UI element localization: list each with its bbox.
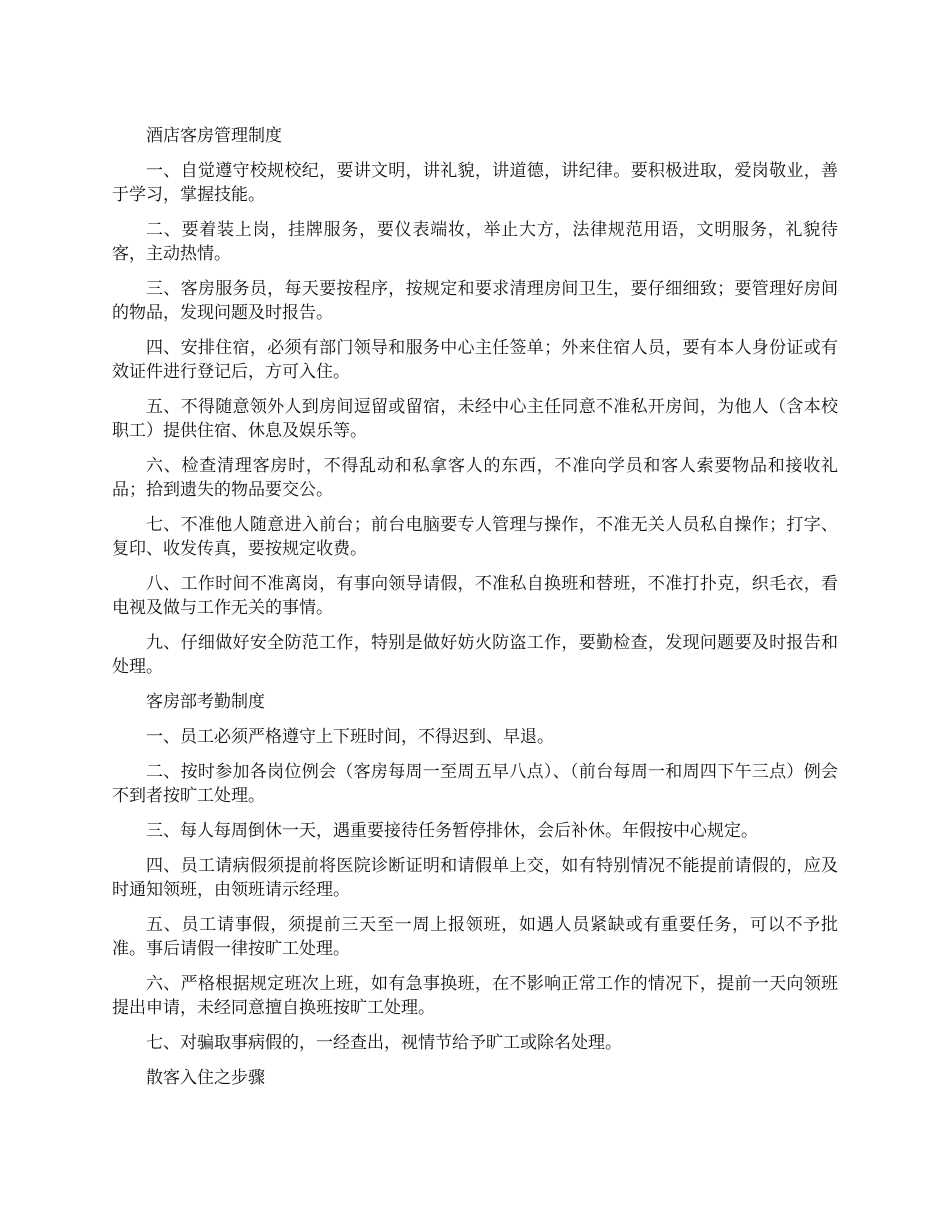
paragraph: 七、对骗取事病假的，一经查出，视情节给予旷工或除名处理。 bbox=[146, 1033, 622, 1053]
paragraph: 六、严格根据规定班次上班，如有急事换班，在不影响正常工作的情况下，提前一天向领班提出申请，未经同意擅自换班按旷工处理。 bbox=[112, 974, 838, 1018]
paragraph: 四、员工请病假须提前将医院诊断证明和请假单上交，如有特别情况不能提前请假的，应及时通知领班，由领班请示经理。 bbox=[112, 856, 838, 900]
paragraph: 一、员工必须严格遵守上下班时间，不得迟到、早退。 bbox=[146, 727, 554, 747]
paragraph: 八、工作时间不准离岗，有事向领导请假，不准私自换班和替班，不准打扑克，织毛衣，看电视及做与工作无关的事情。 bbox=[112, 574, 838, 618]
paragraph: 五、不得随意领外人到房间逗留或留宿，未经中心主任同意不准私开房间，为他人（含本校职工）提供住宿、休息及娱乐等。 bbox=[112, 397, 838, 441]
paragraph: 一、自觉遵守校规校纪，要讲文明，讲礼貌，讲道德，讲纪律。要积极进取，爱岗敬业，善于学习，掌握技能。 bbox=[112, 161, 838, 205]
paragraph: 二、要着装上岗，挂牌服务，要仪表端妆，举止大方，法律规范用语，文明服务，礼貌待客，主动热情。 bbox=[112, 220, 838, 264]
paragraph: 三、客房服务员，每天要按程序，按规定和要求清理房间卫生，要仔细细致；要管理好房间的物品，发现问题及时报告。 bbox=[112, 279, 838, 323]
paragraph: 五、员工请事假，须提前三天至一周上报领班，如遇人员紧缺或有重要任务，可以不予批准。事后请假一律按旷工处理。 bbox=[112, 915, 838, 959]
paragraph: 三、每人每周倒休一天，遇重要接待任务暂停排休，会后补休。年假按中心规定。 bbox=[146, 821, 758, 841]
section-title: 散客入住之步骤 bbox=[146, 1068, 265, 1088]
section-walk-in-checkin bbox=[112, 1066, 838, 1090]
paragraph: 七、不准他人随意进入前台；前台电脑要专人管理与操作，不准无关人员私自操作；打字、复印、收发传真，要按规定收费。 bbox=[112, 515, 838, 559]
section-title: 客房部考勤制度 bbox=[146, 692, 265, 712]
paragraph: 四、安排住宿，必须有部门领导和服务中心主任签单；外来住宿人员，要有本人身份证或有效证件进行登记后，方可入住。 bbox=[112, 338, 838, 382]
section-room-management bbox=[112, 124, 838, 679]
section-title: 酒店客房管理制度 bbox=[146, 126, 282, 146]
paragraph: 二、按时参加各岗位例会（客房每周一至周五早八点）、（前台每周一和周四下午三点）例会不到者按旷工处理。 bbox=[112, 762, 838, 806]
paragraph: 六、检查清理客房时，不得乱动和私拿客人的东西，不准向学员和客人索要物品和接收礼品；拾到遗失的物品要交公。 bbox=[112, 456, 838, 500]
section-attendance bbox=[112, 690, 838, 1055]
paragraph: 九、仔细做好安全防范工作，特别是做好妨火防盗工作，要勤检查，发现问题要及时报告和处理。 bbox=[112, 633, 838, 677]
